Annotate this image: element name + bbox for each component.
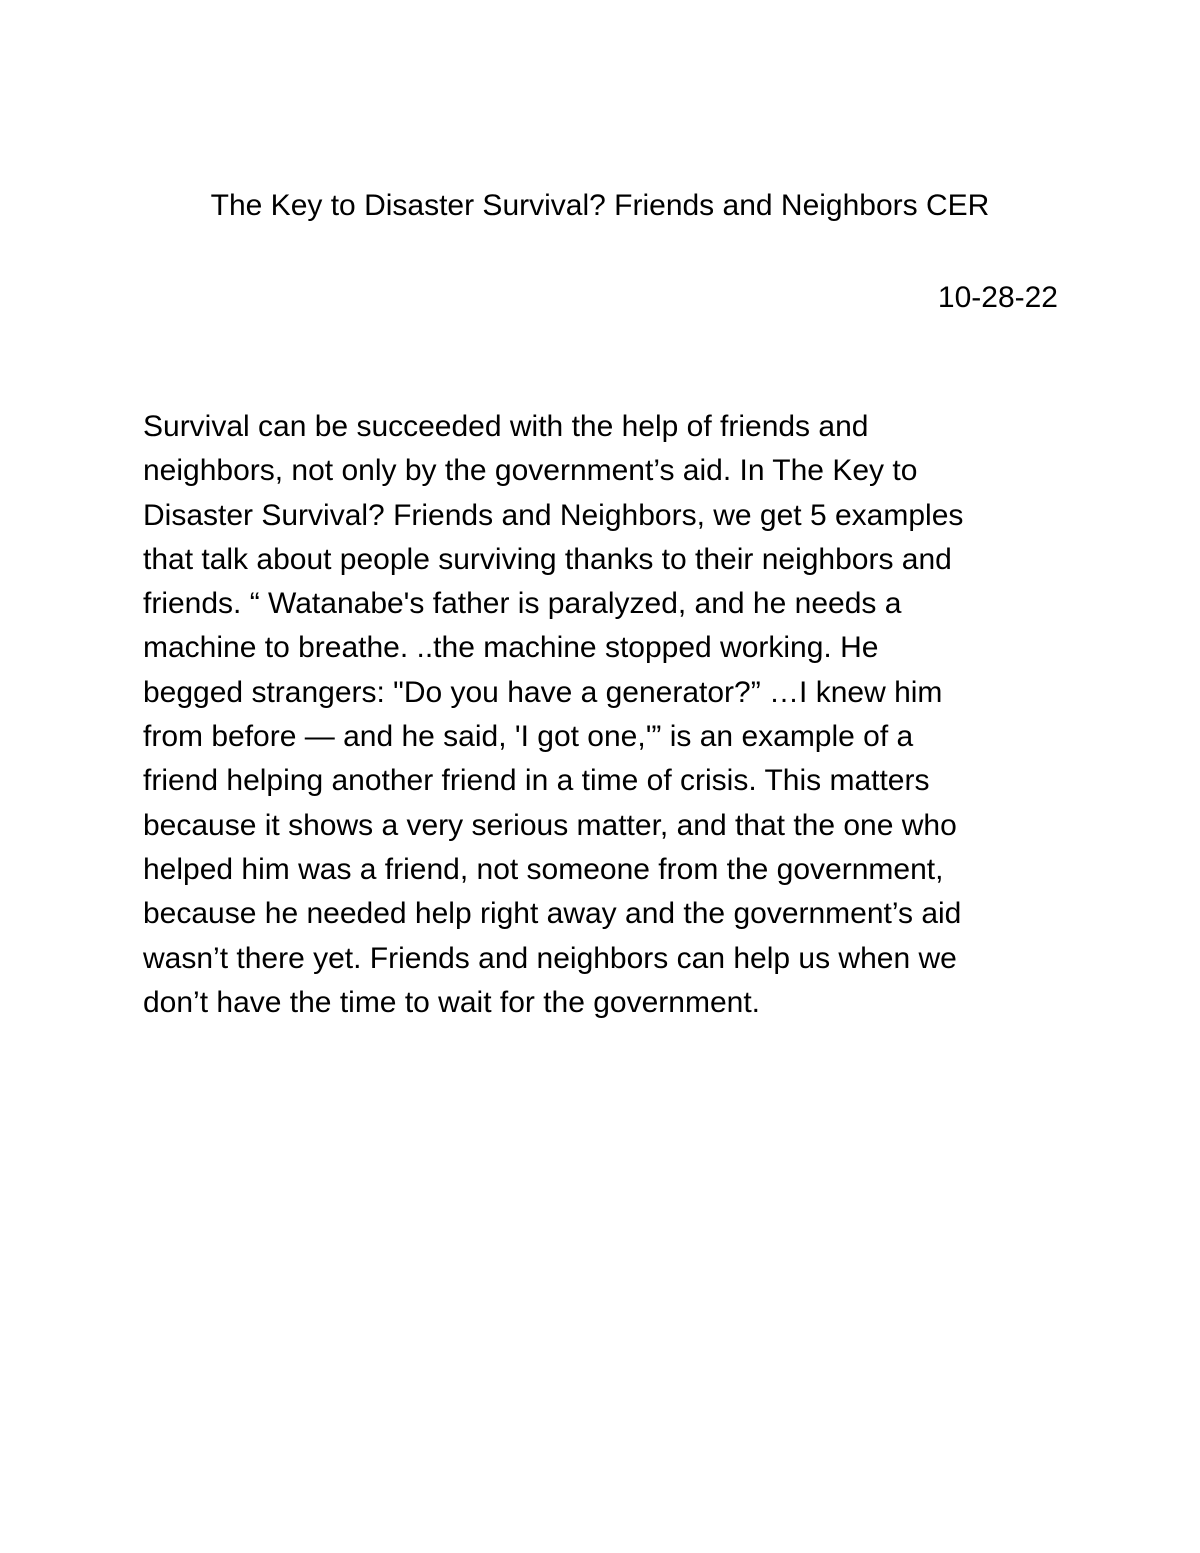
paragraph-line: because it shows a very serious matter, and that the one who bbox=[143, 808, 957, 842]
paragraph-line: helped him was a friend, not someone from the government, bbox=[143, 852, 944, 886]
paragraph-line: Survival can be succeeded with the help of friends and bbox=[143, 410, 869, 443]
paragraph-line: begged strangers: "Do you have a generator?” …I knew him bbox=[143, 675, 943, 709]
paragraph-line: friends. “ Watanabe's father is paralyzed, and he needs a bbox=[143, 587, 902, 621]
paragraph-line: because he needed help right away and the government’s aid bbox=[143, 897, 962, 931]
paragraph-line: from before — and he said, 'I got one,'” is an example of a bbox=[143, 720, 914, 754]
paragraph-line: that talk about people surviving thanks to their neighbors and bbox=[143, 542, 952, 576]
paragraph-line: friend helping another friend in a time of crisis. This matters bbox=[143, 764, 930, 798]
paragraph-line: wasn’t there yet. Friends and neighbors can help us when we bbox=[143, 941, 957, 975]
paragraph-line: machine to breathe. ..the machine stopped working. He bbox=[143, 631, 879, 665]
paragraph-line: Disaster Survival? Friends and Neighbors, we get 5 examples bbox=[143, 498, 964, 532]
paragraph-line: don’t have the time to wait for the government. bbox=[143, 985, 761, 1019]
document-date: 10-28-22 bbox=[937, 281, 1058, 314]
paragraph-line: neighbors, not only by the government’s aid. In The Key to bbox=[143, 454, 918, 488]
document-title: The Key to Disaster Survival? Friends and Neighbors CER bbox=[210, 189, 990, 222]
body-paragraph bbox=[143, 405, 1073, 1025]
